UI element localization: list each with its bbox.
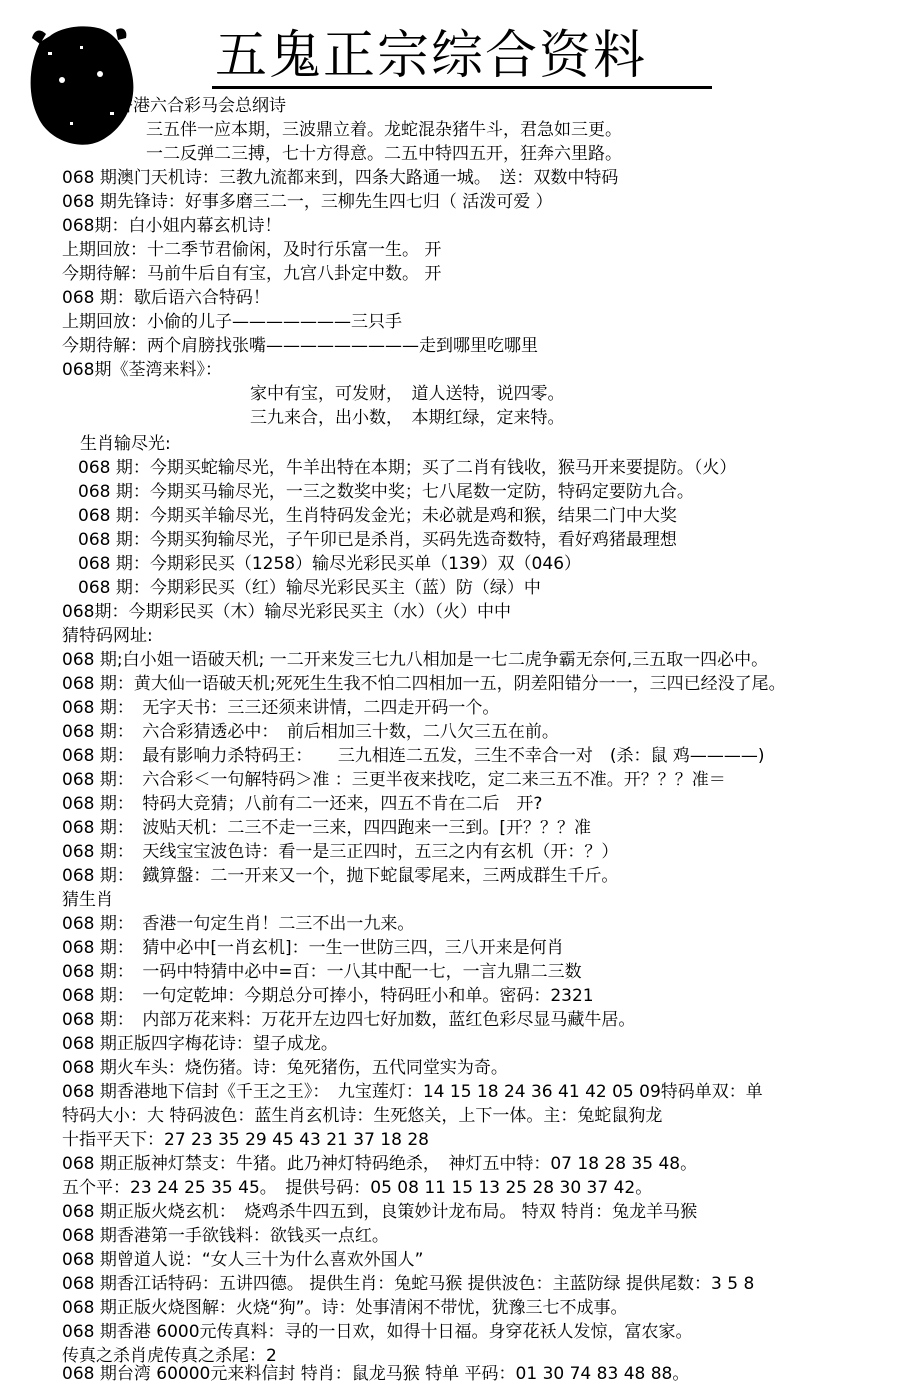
text-line: 068 期： 猜中必中[一肖玄机]：一生一世防三四，三八开来是何肖 — [62, 938, 564, 958]
text-line: 068 期： 波贴天机：二三不走一三来，四四跑来一三到。[开？？？准 — [62, 818, 591, 838]
text-line: 068 期：今期买蛇输尽光，牛羊出特在本期；买了二肖有钱收，猴马开来要提防。（火） — [78, 458, 737, 478]
text-line: 068 期正版火烧图解：火烧“狗”。诗：处事清闲不带忧，犹豫三七不成事。 — [62, 1298, 628, 1318]
ghost-logo-icon — [20, 22, 138, 150]
text-line: 传真之杀肖虎传真之杀尾：2 — [62, 1346, 277, 1366]
text-line: 068 期正版火烧玄机： 烧鸡杀牛四五到，良策妙计龙布局。 特双 特肖：兔龙羊马猴 — [62, 1202, 698, 1222]
text-line: 068 期： 六合彩猜透必中： 前后相加三十数，二八欠三五在前。 — [62, 722, 559, 742]
text-line: 068期《荃湾来料》： — [62, 360, 222, 380]
text-line: 068 期香港地下信封《千王之王》： 九宝莲灯：14 15 18 24 36 41 42 05 09特码单双：单 — [62, 1082, 763, 1102]
text-line: 068 期正版四字梅花诗：望子成龙。 — [62, 1034, 338, 1054]
text-line: 068 期： 内部万花来料：万花开左边四七好加数，蓝红色彩尽显马藏牛居。 — [62, 1010, 636, 1030]
text-line: 068期：白小姐内幕玄机诗！ — [62, 216, 282, 236]
text-line: 068 期香港第一手欲钱料：欲钱买一点红。 — [62, 1226, 389, 1246]
text-line: 特码大小：大 特码波色：蓝生肖玄机诗：生死悠关，上下一体。主：兔蛇鼠狗龙 — [62, 1106, 663, 1126]
title-underline — [212, 86, 712, 89]
text-line: 上期回放：十二季节君偷闲，及时行乐富一生。 开 — [62, 240, 442, 260]
text-line: 十指平天下：27 23 35 29 45 43 21 37 18 28 — [62, 1130, 429, 1150]
text-line: 今期待解：两个肩膀找张嘴—————————走到哪里吃哪里 — [62, 336, 538, 356]
text-line: 068期：今期彩民买（木）输尽光彩民买主（水）（火）中中 — [62, 602, 511, 622]
text-line: 068 期：今期买羊输尽光，生肖特码发金光；未必就是鸡和猴，结果二门中大奖 — [78, 506, 677, 526]
text-line: 068 期： 鐡算盤：二一开来又一个，抛下蛇鼠零尾来，三两成群生千斤。 — [62, 866, 619, 886]
text-line: 068 期火车头：烧伤猪。诗：兔死猪伤，五代同堂实为奇。 — [62, 1058, 508, 1078]
text-line: 068 期曾道人说：“女人三十为什么喜欢外国人” — [62, 1250, 424, 1270]
text-line: 068 期：黄大仙一语破天机;死死生生我不怕二四相加一五，阴差阳错分一一，三四已经没了尾。 — [62, 674, 786, 694]
text-line: 今期待解：马前牛后自有宝，九宫八卦定中数。 开 — [62, 264, 442, 284]
text-line: 猜特码网址: — [62, 626, 153, 646]
text-line: 068 期：歇后语六合特码！ — [62, 288, 270, 308]
text-line: 生肖输尽光: — [80, 434, 171, 454]
text-line: 068 期台湾 60000元来料信封 特肖：鼠龙马猴 特单 平码：01 30 74 83 48 88。 — [62, 1364, 690, 1384]
text-line: 068 期;白小姐一语破天机; 一二开来发三七九八相加是一七二虎争霸无奈何,三五取一四必中。 — [62, 650, 769, 670]
text-line: 068 期：今期彩民买（1258）输尽光彩民买单（139）双（046） — [78, 554, 582, 574]
text-line: 068 期澳门天机诗：三教九流都来到，四条大路通一城。 送：双数中特码 — [62, 168, 619, 188]
text-line: 068 期： 香港一句定生肖！二三不出一九来。 — [62, 914, 415, 934]
text-line: 068 期： 六合彩＜一句解特码＞准 ：三更半夜来找吃，定二来三五不准。开？？？准＝ — [62, 770, 726, 790]
text-line: 068 期正版神灯禁支：牛猪。此乃神灯特码绝杀， 神灯五中特：07 18 28 35 48。 — [62, 1154, 698, 1174]
text-line: 一二反弹二三搏，七十方得意。二五中特四五开，狂奔六里路。 — [146, 144, 622, 164]
text-line: 068 期： 最有影响力杀特码王： 三九相连二五发，三生不幸合一对 (杀：鼠 鸡————) — [62, 746, 765, 766]
text-line: 068 期： 无字天书：三三还须来讲情，二四走开码一个。 — [62, 698, 500, 718]
text-line: 068 期：今期买马输尽光，一三之数奖中奖；七八尾数一定防，特码定要防九合。 — [78, 482, 694, 502]
text-line: 068 期： 天线宝宝波色诗：看一是三正四时，五三之内有玄机（开：？） — [62, 842, 619, 862]
text-line: 三九来合，出小数， 本期红绿，定来特。 — [250, 408, 565, 428]
text-line: 三五伴一应本期，三波鼎立着。龙蛇混杂猪牛斗，君急如三更。 — [146, 120, 622, 140]
text-line: 068 期香港 6000元传真料：寻的一日欢，如得十日福。身穿花袄人发惊，富农家。 — [62, 1322, 693, 1342]
text-line: 068 期： 一码中特猜中必中=百：一八其中配一七，一言九鼎二三数 — [62, 962, 582, 982]
text-line: 上期回放：小偷的儿子———————三只手 — [62, 312, 402, 332]
text-line: 猜生肖 — [62, 890, 113, 910]
text-line: 068 期： 特码大竞猜；八前有二一还来，四五不肯在二后 开? — [62, 794, 543, 814]
text-line: 五个平：23 24 25 35 45。 提供号码：05 08 11 15 13 25 28 30 37 42。 — [62, 1178, 653, 1198]
text-line: 068 期香江话特码：五讲四德。 提供生肖：兔蛇马猴 提供波色：主蓝防绿 提供尾数：3 5 8 — [62, 1274, 755, 1294]
page-title: 五鬼正宗综合资料 — [215, 26, 648, 86]
text-line: 068 期：今期彩民买（红）输尽光彩民买主（蓝）防（绿）中 — [78, 578, 541, 598]
text-line: 068 期：今期买狗输尽光，子午卯已是杀肖，买码先选奇数特，看好鸡猪最理想 — [78, 530, 677, 550]
text-line: 家中有宝，可发财， 道人送特，说四零。 — [250, 384, 565, 404]
text-line: 香港六合彩马会总纲诗 — [116, 96, 286, 116]
text-line: 068 期： 一句定乾坤：今期总分可捧小，特码旺小和单。密码：2321 — [62, 986, 594, 1006]
text-line: 068 期先锋诗：好事多磨三二一，三柳先生四七归（ 活泼可爱 ） — [62, 192, 553, 212]
